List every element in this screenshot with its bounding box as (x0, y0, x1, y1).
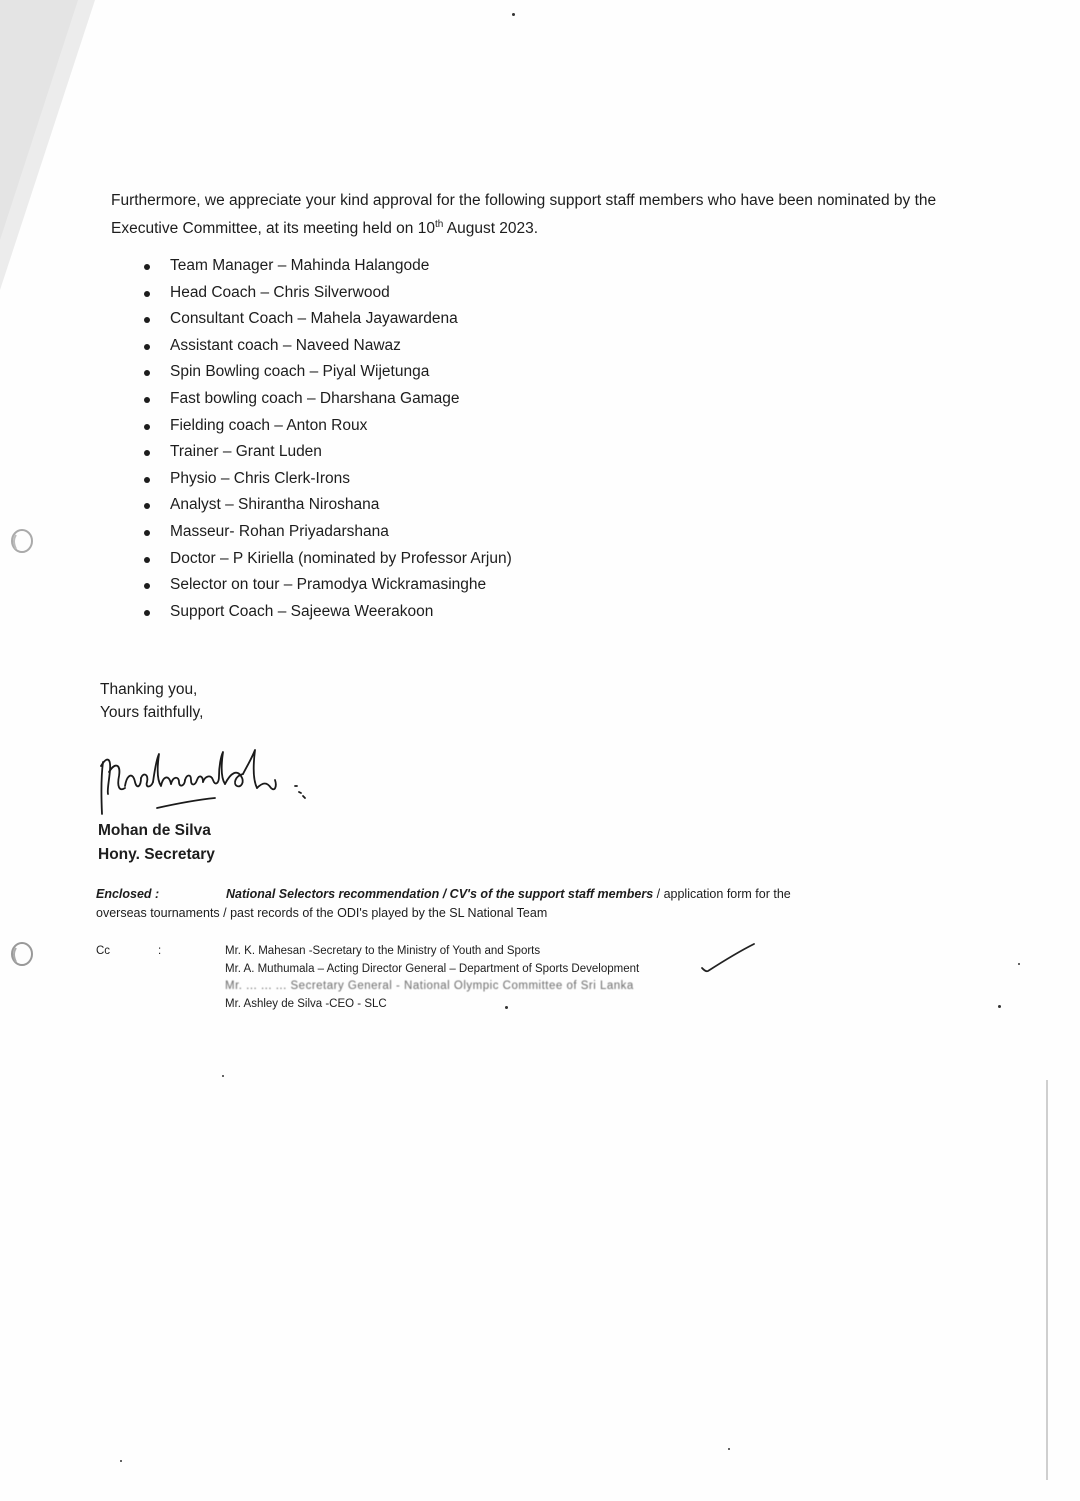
handwritten-signature (95, 742, 325, 822)
cc-recipients (225, 943, 639, 1013)
cc-recipient: Mr. Ashley de Silva -CEO - SLC (225, 997, 387, 1010)
punch-hole-mark-2 (8, 940, 34, 968)
cc-recipient: Mr. A. Muthumala – Acting Director General – Department of Sports Development (225, 962, 640, 975)
list-item: Doctor – P Kiriella (nominated by Professor Arjun) (140, 546, 512, 573)
scan-speck (120, 1460, 122, 1462)
enclosed-line-2: overseas tournaments / past records of the ODI's played by the SL National Team (96, 906, 548, 920)
list-item: Consultant Coach – Mahela Jayawardena (140, 306, 512, 333)
scan-speck (512, 13, 515, 16)
punch-hole-mark (8, 527, 34, 555)
scan-speck (728, 1448, 730, 1450)
cc-colon: : (158, 945, 162, 957)
support-staff-list (140, 253, 512, 625)
list-item: Assistant coach – Naveed Nawaz (140, 333, 512, 360)
scan-edge-line (1046, 1080, 1048, 1480)
closing-block (100, 678, 203, 724)
enclosed-block (96, 885, 896, 923)
list-item: Analyst – Shirantha Niroshana (140, 492, 512, 519)
intro-paragraph: Furthermore, we appreciate your kind approval for the following support staff members who have been nominated by the Executive Committee, at its meeting held on 10th August 2023. (111, 192, 937, 238)
list-item: Team Manager – Mahinda Halangode (140, 253, 512, 280)
cc-recipient: Mr. ... ... ... Secretary General - National Olympic Committee of Sri Lanka (225, 980, 634, 992)
enclosed-label: Enclosed : (96, 887, 160, 901)
enclosed-rest-text: / application form for the (653, 887, 791, 901)
list-item: Physio – Chris Clerk-Irons (140, 466, 512, 493)
list-item: Selector on tour – Pramodya Wickramasinghe (140, 572, 512, 599)
list-item: Spin Bowling coach – Piyal Wijetunga (140, 359, 512, 386)
closing-thanks: Thanking you, (100, 681, 198, 698)
list-item: Fielding coach – Anton Roux (140, 413, 512, 440)
closing-yours: Yours faithfully, (100, 704, 204, 721)
scan-speck (1018, 963, 1020, 965)
list-item: Head Coach – Chris Silverwood (140, 280, 512, 307)
cc-label: Cc (96, 945, 111, 957)
list-item: Fast bowling coach – Dharshana Gamage (140, 386, 512, 413)
handwritten-tick-mark (700, 940, 760, 975)
scan-speck (222, 1075, 224, 1077)
signer-title: Hony. Secretary (98, 846, 215, 863)
scan-speck (998, 1005, 1001, 1008)
list-item: Support Coach – Sajeewa Weerakoon (140, 599, 512, 626)
cc-recipient: Mr. K. Mahesan -Secretary to the Ministry of Youth and Sports (225, 945, 541, 957)
signer-block (98, 819, 215, 867)
enclosed-bold-text: National Selectors recommendation / CV's of the support staff members (226, 887, 654, 901)
list-item: Trainer – Grant Luden (140, 439, 512, 466)
signer-name: Mohan de Silva (98, 822, 211, 839)
list-item: Masseur- Rohan Priyadarshana (140, 519, 512, 546)
